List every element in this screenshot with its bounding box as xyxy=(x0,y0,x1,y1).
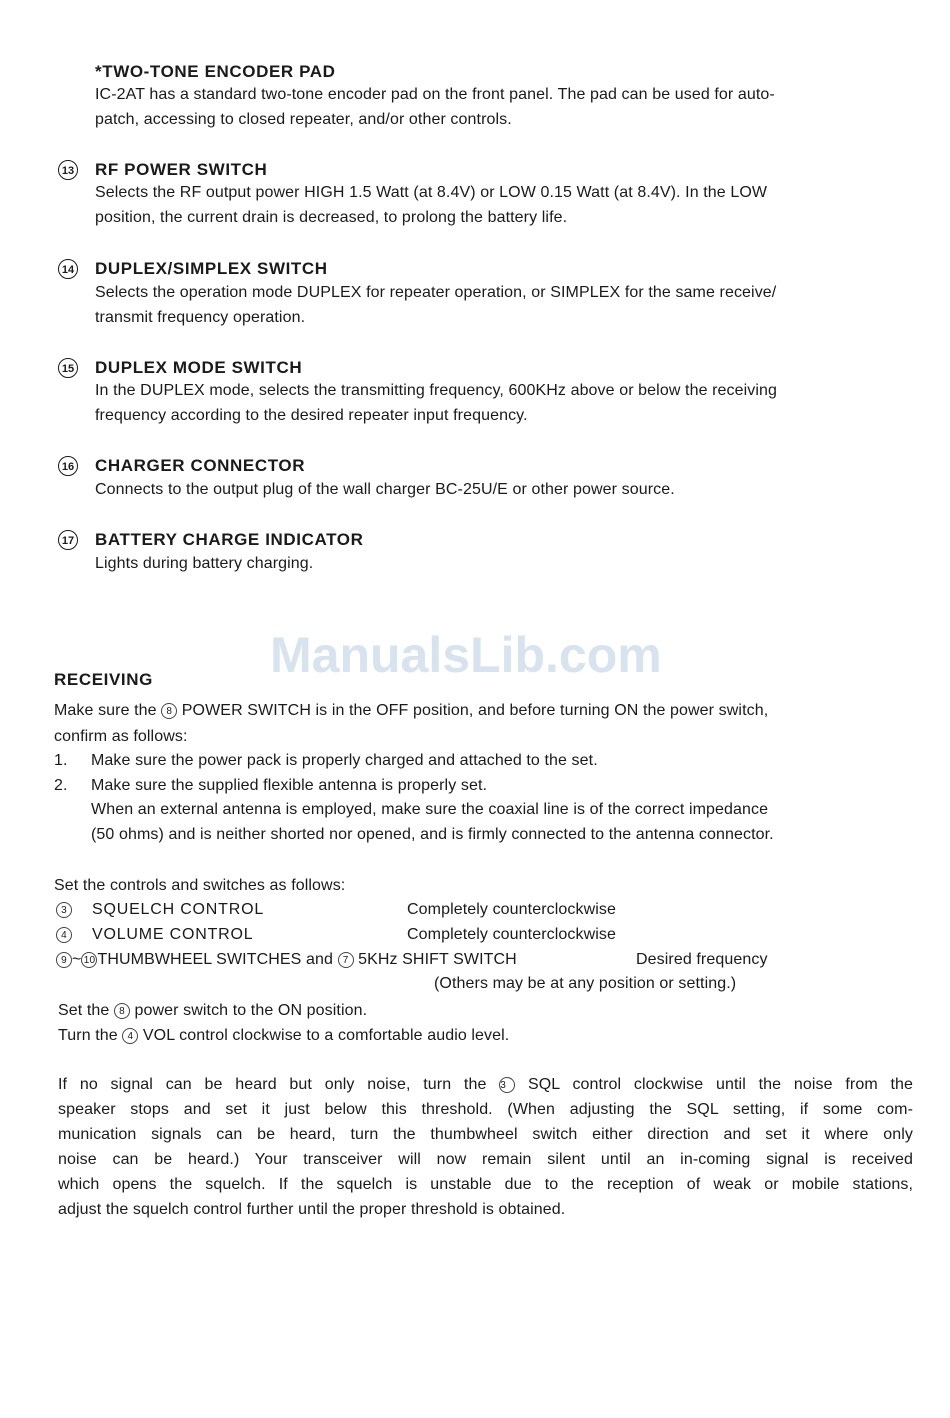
tilde: ~ xyxy=(72,951,82,968)
body-line: In the DUPLEX mode, selects the transmitting frequency, 600KHz above or below the receiving xyxy=(95,382,778,399)
control-name: SQUELCH CONTROL xyxy=(92,901,265,918)
heading-charger-connector: CHARGER CONNECTOR xyxy=(95,456,306,475)
thumbwheel-row xyxy=(56,951,517,969)
ref-number-10: 10 xyxy=(81,952,97,968)
list-number: 2. xyxy=(54,777,68,794)
others-note: (Others may be at any position or setting.) xyxy=(434,975,737,992)
ref-number-8: 8 xyxy=(161,703,177,719)
item-number-14: 14 xyxy=(58,259,78,279)
list-item-line: (50 ohms) and is neither shorted nor opened, and is firmly connected to the antenna connector. xyxy=(91,826,774,843)
control-row xyxy=(56,926,72,944)
control-setting: Completely counterclockwise xyxy=(407,926,617,943)
text: POWER SWITCH is in the OFF position, and before turning ON the power switch, xyxy=(181,702,769,719)
paragraph-line: munication signals can be heard, turn the thumbwheel switch either direction and set it where only xyxy=(58,1126,913,1143)
text: 5KHz SHIFT SWITCH xyxy=(358,951,517,968)
item-number-15: 15 xyxy=(58,358,78,378)
text: If no signal can be heard but only noise, turn the xyxy=(58,1076,487,1093)
list-number: 1. xyxy=(54,752,68,769)
intro-line xyxy=(54,702,768,720)
vol-line xyxy=(58,1027,509,1045)
power-on-line xyxy=(58,1002,367,1020)
paragraph-line xyxy=(58,1076,913,1094)
paragraph-line: noise can be heard.) Your transceiver will now remain silent until an in-coming signal is received xyxy=(58,1151,913,1168)
list-item: Make sure the power pack is properly charged and attached to the set. xyxy=(91,752,598,769)
body-line: Connects to the output plug of the wall charger BC-25U/E or other power source. xyxy=(95,481,675,498)
heading-battery-charge-indicator: BATTERY CHARGE INDICATOR xyxy=(95,530,364,549)
ref-number-3: 3 xyxy=(499,1077,515,1093)
text: SQL control clockwise until the noise from the xyxy=(527,1076,914,1093)
ref-number-7: 7 xyxy=(338,952,354,968)
heading-receiving: RECEIVING xyxy=(54,670,153,689)
text: power switch to the ON position. xyxy=(134,1002,368,1019)
paragraph-line: which opens the squelch. If the squelch is unstable due to the reception of weak or mobile stations, xyxy=(58,1176,913,1193)
text: THUMBWHEEL SWITCHES and xyxy=(97,951,333,968)
body-line: frequency according to the desired repeater input frequency. xyxy=(95,407,528,424)
paragraph-line: speaker stops and set it just below this threshold. (When adjusting the SQL setting, if some com- xyxy=(58,1101,913,1118)
watermark: ManualsLib.com xyxy=(270,627,662,683)
text: Make sure the xyxy=(54,702,157,719)
text: Turn the xyxy=(58,1027,118,1044)
ref-number-4: 4 xyxy=(122,1028,138,1044)
body-line: patch, accessing to closed repeater, and/or other controls. xyxy=(95,111,512,128)
ref-number-9: 9 xyxy=(56,952,72,968)
body-line: IC-2AT has a standard two-tone encoder pad on the front panel. The pad can be used for auto- xyxy=(95,86,775,103)
control-setting: Completely counterclockwise xyxy=(407,901,617,918)
heading-duplex-mode-switch: DUPLEX MODE SWITCH xyxy=(95,358,303,377)
thumbwheel-setting: Desired frequency xyxy=(636,951,768,968)
paragraph-line: adjust the squelch control further until the proper threshold is obtained. xyxy=(58,1201,566,1218)
item-number-17: 17 xyxy=(58,530,78,550)
ref-number-8: 8 xyxy=(114,1003,130,1019)
list-item: Make sure the supplied flexible antenna is properly set. xyxy=(91,777,488,794)
item-number-16: 16 xyxy=(58,456,78,476)
ref-number-3: 3 xyxy=(56,902,72,918)
intro-line-2: confirm as follows: xyxy=(54,728,188,745)
body-line: Selects the RF output power HIGH 1.5 Watt (at 8.4V) or LOW 0.15 Watt (at 8.4V). In the LOW xyxy=(95,184,768,201)
body-line: Lights during battery charging. xyxy=(95,555,314,572)
body-line: Selects the operation mode DUPLEX for repeater operation, or SIMPLEX for the same receive/ xyxy=(95,284,777,301)
ref-number-4: 4 xyxy=(56,927,72,943)
heading-rf-power-switch: RF POWER SWITCH xyxy=(95,160,268,179)
text: Set the xyxy=(58,1002,110,1019)
heading-duplex-simplex-switch: DUPLEX/SIMPLEX SWITCH xyxy=(95,259,328,278)
body-line: transmit frequency operation. xyxy=(95,309,306,326)
heading-two-tone-encoder-pad: *TWO-TONE ENCODER PAD xyxy=(95,62,336,81)
list-item-line: When an external antenna is employed, make sure the coaxial line is of the correct impedance xyxy=(91,801,769,818)
control-row xyxy=(56,901,72,919)
set-controls-line: Set the controls and switches as follows: xyxy=(54,877,346,894)
item-number-13: 13 xyxy=(58,160,78,180)
text: VOL control clockwise to a comfortable audio level. xyxy=(142,1027,510,1044)
control-name: VOLUME CONTROL xyxy=(92,926,254,943)
body-line: position, the current drain is decreased, to prolong the battery life. xyxy=(95,209,568,226)
